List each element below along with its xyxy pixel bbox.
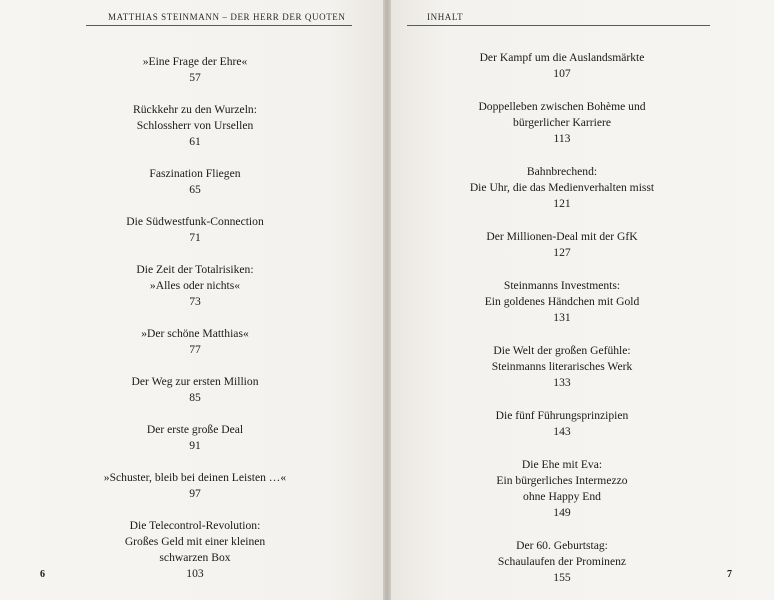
toc-entry-title: Der Kampf um die Auslandsmärkte xyxy=(479,51,645,64)
toc-entry-page-number: 57 xyxy=(189,71,201,84)
toc-entry xyxy=(86,422,304,454)
toc-entry-title: Die Zeit der Totalrisiken: »Alles oder nichts« xyxy=(136,263,254,292)
toc-entry xyxy=(86,326,304,358)
toc-entry xyxy=(86,518,304,582)
toc-entry-page-number: 113 xyxy=(553,132,571,145)
right-running-head: INHALT xyxy=(427,12,464,22)
toc-entry-page-number: 143 xyxy=(553,425,571,438)
toc-entry-page-number: 107 xyxy=(553,67,571,80)
toc-entry-title: Die fünf Führungsprinzipien xyxy=(495,409,629,422)
right-header-rule xyxy=(407,25,710,26)
toc-entry-title: Die Welt der großen Gefühle: Steinmanns literarisches Werk xyxy=(491,344,633,373)
toc-entry-title: Rückkehr zu den Wurzeln: Schlossherr von Ursellen xyxy=(133,103,257,132)
toc-entry-title: Die Telecontrol-Revolution: Großes Geld mit einer kleinen schwarzen Box xyxy=(124,519,266,564)
toc-entry xyxy=(417,164,707,212)
right-page xyxy=(387,0,774,600)
toc-entry-page-number: 85 xyxy=(189,391,201,404)
toc-entry xyxy=(417,408,707,440)
toc-entry-page-number: 103 xyxy=(186,567,204,580)
toc-entry xyxy=(86,214,304,246)
toc-entry-title: Steinmanns Investments: Ein goldenes Händchen mit Gold xyxy=(484,279,640,308)
toc-entry-title: Der Millionen-Deal mit der GfK xyxy=(486,230,638,243)
toc-entry-page-number: 91 xyxy=(189,439,201,452)
toc-entry-page-number: 73 xyxy=(189,295,201,308)
toc-entry-page-number: 97 xyxy=(189,487,201,500)
toc-entry xyxy=(417,229,707,261)
toc-entry-title: Die Ehe mit Eva: Ein bürgerliches Intermezzo ohne Happy End xyxy=(496,458,628,503)
toc-entry-title: Der Weg zur ersten Million xyxy=(131,375,259,388)
toc-entry-page-number: 65 xyxy=(189,183,201,196)
toc-entry xyxy=(417,343,707,391)
toc-entry-title: »Eine Frage der Ehre« xyxy=(142,55,248,68)
toc-entry xyxy=(86,54,304,86)
left-running-head: MATTHIAS STEINMANN – DER HERR DER QUOTEN xyxy=(108,12,346,22)
toc-entry-page-number: 131 xyxy=(553,311,571,324)
toc-entry-page-number: 155 xyxy=(553,571,571,584)
left-table-of-contents xyxy=(86,54,304,582)
toc-entry-title: Bahnbrechend: Die Uhr, die das Medienverhalten misst xyxy=(469,165,655,194)
toc-entry-page-number: 77 xyxy=(189,343,201,356)
book-gutter xyxy=(383,0,391,600)
toc-entry xyxy=(417,99,707,147)
toc-entry xyxy=(417,457,707,521)
toc-entry-page-number: 121 xyxy=(553,197,571,210)
toc-entry xyxy=(86,102,304,150)
left-header-rule xyxy=(86,25,352,26)
toc-entry xyxy=(417,50,707,82)
toc-entry-title: Faszination Fliegen xyxy=(149,167,241,180)
toc-entry xyxy=(86,262,304,310)
toc-entry-page-number: 127 xyxy=(553,246,571,259)
right-page-number: 7 xyxy=(727,569,732,580)
toc-entry-page-number: 71 xyxy=(189,231,201,244)
toc-entry-title: Der erste große Deal xyxy=(146,423,244,436)
left-page-number: 6 xyxy=(40,569,45,580)
toc-entry-page-number: 133 xyxy=(553,376,571,389)
toc-entry-page-number: 149 xyxy=(553,506,571,519)
toc-entry-title: »Der schöne Matthias« xyxy=(141,327,249,340)
toc-entry xyxy=(417,278,707,326)
toc-entry xyxy=(417,538,707,586)
toc-entry xyxy=(86,374,304,406)
toc-entry xyxy=(86,470,304,502)
toc-entry-page-number: 61 xyxy=(189,135,201,148)
right-table-of-contents xyxy=(417,50,707,586)
toc-entry-title: Der 60. Geburtstag: Schaulaufen der Prominenz xyxy=(497,539,627,568)
toc-entry-title: »Schuster, bleib bei deinen Leisten …« xyxy=(103,471,287,484)
toc-entry-title: Die Südwestfunk-Connection xyxy=(126,215,264,228)
toc-entry xyxy=(86,166,304,198)
toc-entry-title: Doppelleben zwischen Bohème und bürgerlicher Karriere xyxy=(478,100,646,129)
